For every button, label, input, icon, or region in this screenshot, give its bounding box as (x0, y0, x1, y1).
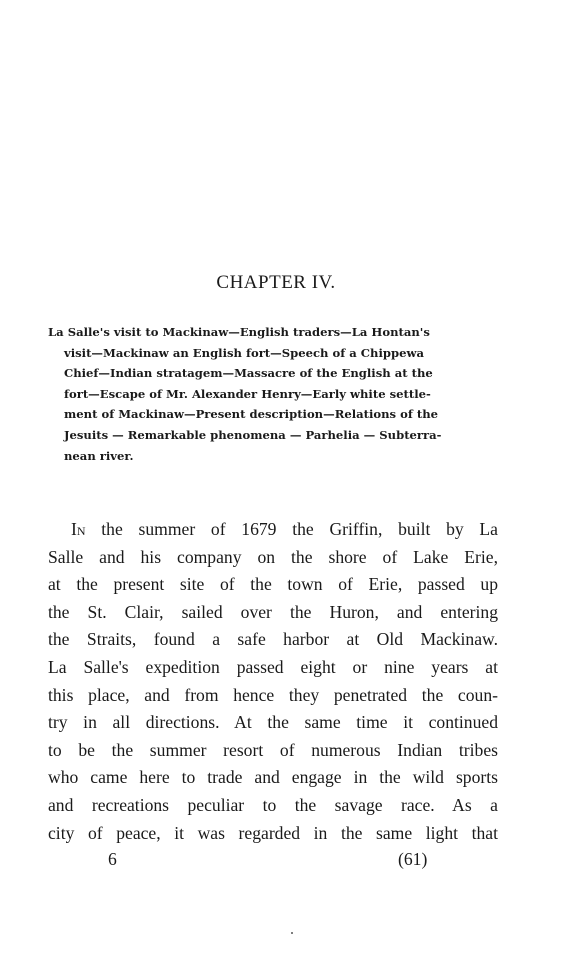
body-line: to be the summer resort of numerous Indian tribes (48, 739, 498, 760)
body-line: try in all directions. At the same time it continued (48, 712, 498, 733)
body-line: this place, and from hence they penetrated the coun- (48, 684, 498, 705)
body-line: city of peace, it was regarded in the same light that (48, 822, 498, 843)
paper-speck (291, 932, 293, 934)
body-text (48, 516, 498, 847)
synopsis-line: Chief—Indian stratagem—Massacre of the English at the (64, 366, 433, 381)
dropcap-word: In (71, 519, 86, 539)
page-number: (61) (398, 849, 428, 869)
chapter-synopsis (48, 322, 498, 466)
synopsis-line: visit—Mackinaw an English fort—Speech of a Chippewa (64, 345, 424, 360)
body-line: the Straits, found a safe harbor at Old Mackinaw. (48, 629, 498, 650)
signature-mark: 6 (108, 849, 117, 869)
synopsis-line: fort—Escape of Mr. Alexander Henry—Early white settle- (64, 386, 431, 401)
synopsis-line: nean river. (64, 448, 134, 463)
body-line: who came here to trade and engage in the wild sports (48, 767, 498, 788)
body-line: the St. Clair, sailed over the Huron, and entering (48, 601, 498, 622)
body-line: Salle and his company on the shore of Lake Erie, (48, 546, 498, 567)
body-line-first (48, 516, 498, 544)
body-line-first-rest: the summer of 1679 the Griffin, built by La (85, 519, 498, 539)
synopsis-line: Jesuits — Remarkable phenomena — Parhelia — Subterra- (64, 427, 442, 442)
body-line: at the present site of the town of Erie, passed up (48, 574, 498, 595)
synopsis-line: ment of Mackinaw—Present description—Relations of the (64, 407, 439, 422)
body-line: and recreations peculiar to the savage race. As a (48, 794, 498, 815)
synopsis-line: La Salle's visit to Mackinaw—English traders—La Hontan's (48, 325, 430, 339)
chapter-title: CHAPTER IV. (216, 272, 336, 293)
body-line: La Salle's expedition passed eight or nine years at (48, 656, 498, 677)
